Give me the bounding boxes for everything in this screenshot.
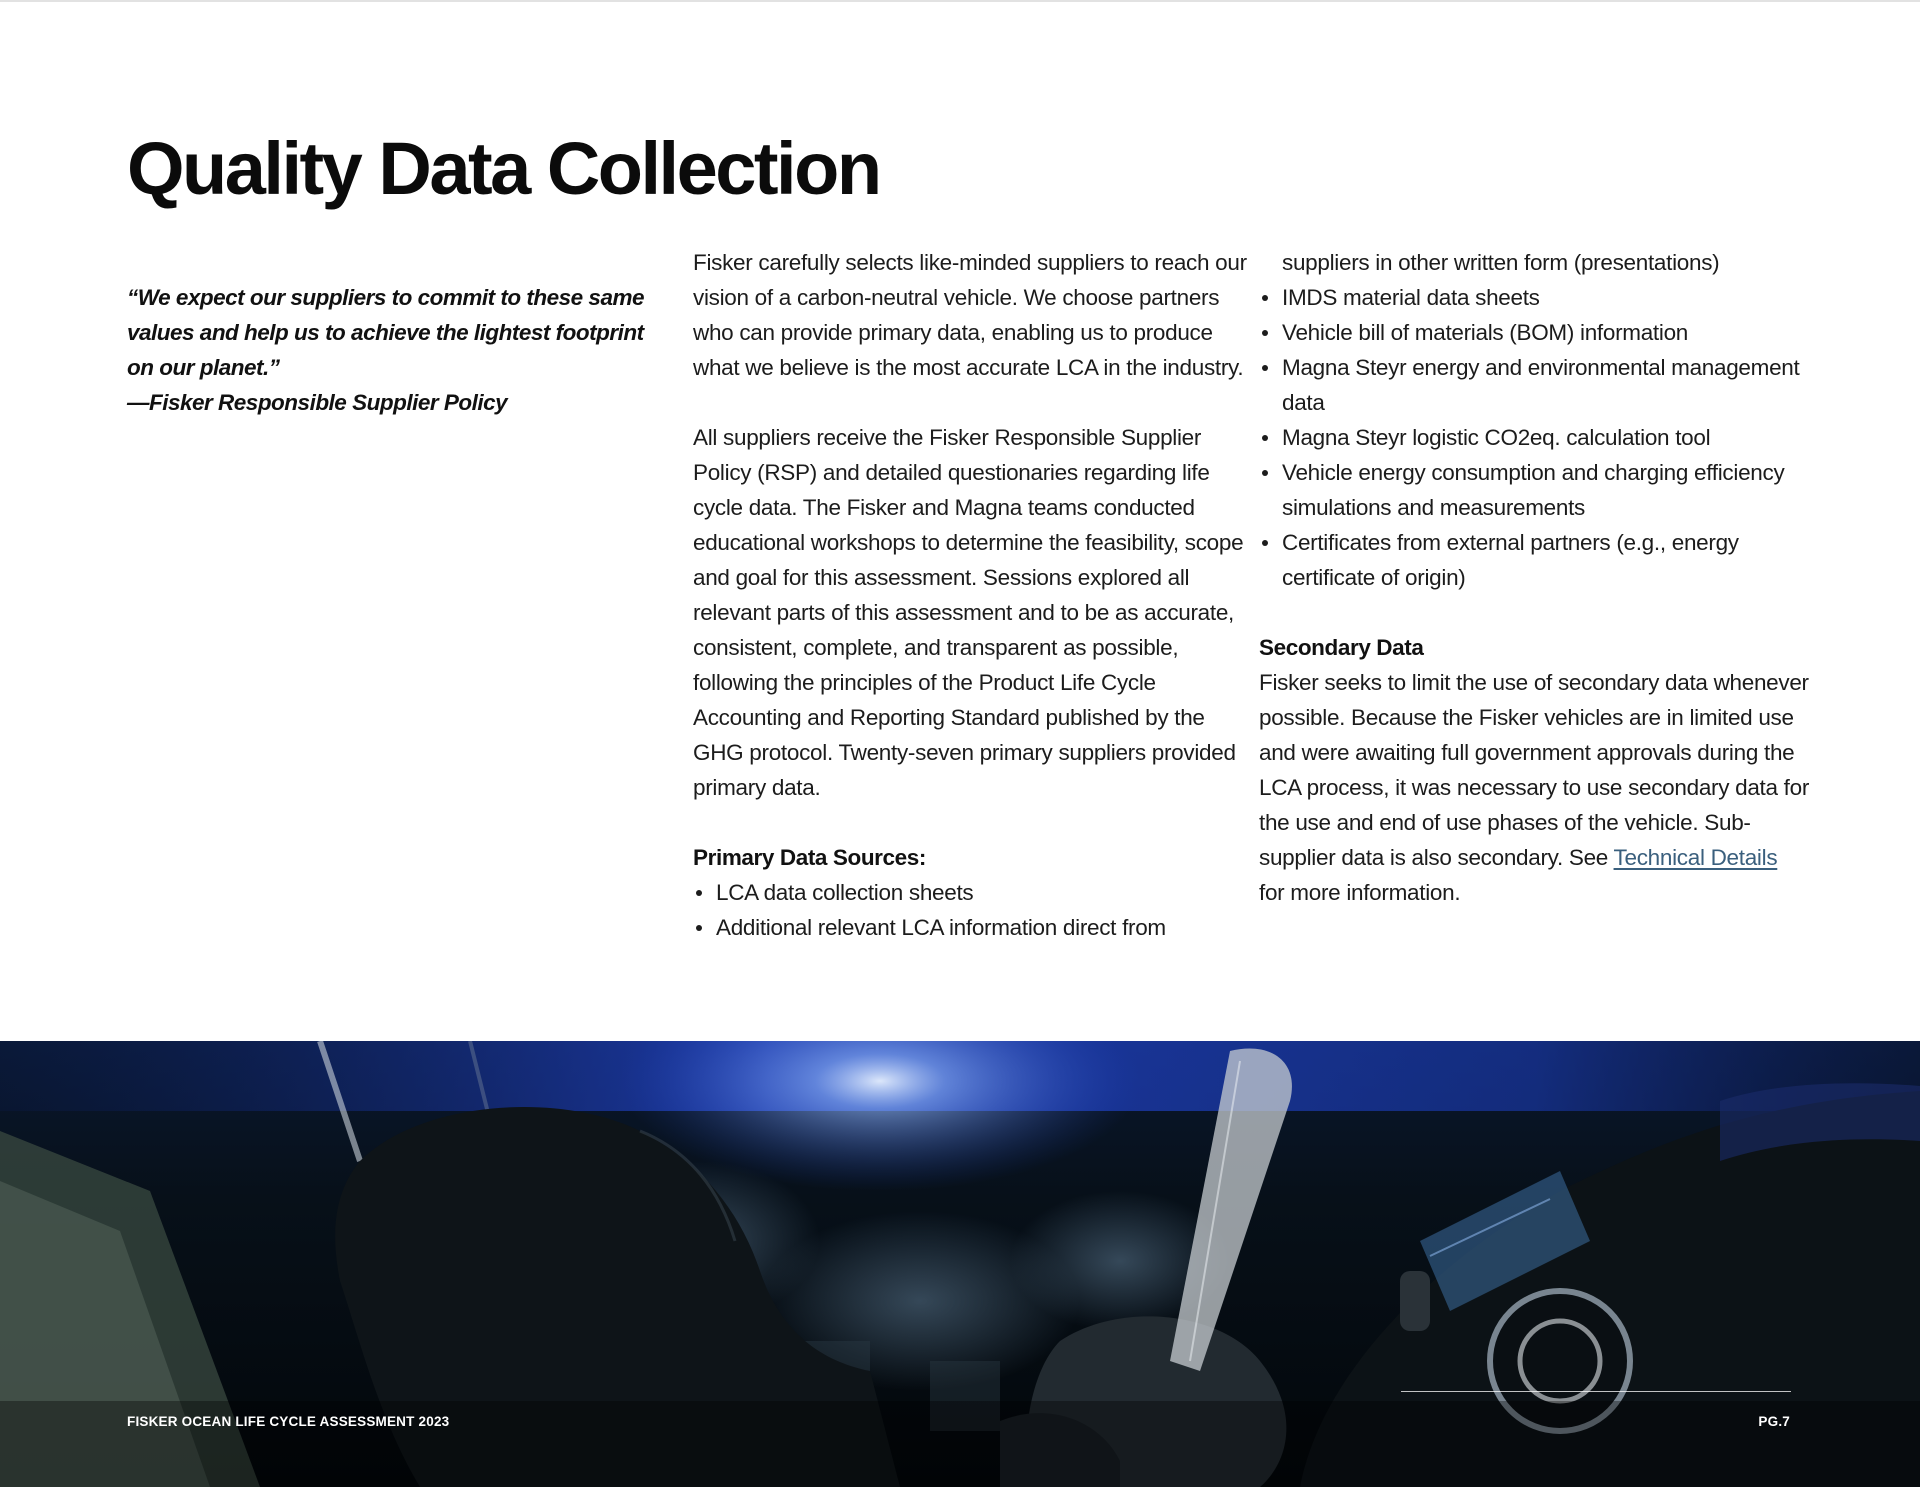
list-item: Magna Steyr logistic CO2eq. calculation tool [1259,420,1819,455]
list-item: IMDS material data sheets [1259,280,1819,315]
top-rule [0,0,1920,2]
middle-column [693,245,1253,945]
primary-data-list-continued [1259,280,1819,595]
footer-publication-title: FISKER OCEAN LIFE CYCLE ASSESSMENT 2023 [127,1414,450,1429]
technical-details-link[interactable]: Technical Details [1613,845,1778,870]
secondary-data-tail: for more information. [1259,880,1461,905]
list-item: Magna Steyr energy and environmental management data [1259,350,1819,420]
quote-text: “We expect our suppliers to commit to these same values and help us to achieve the lightest footprint on our planet.” [127,285,644,380]
list-item: Vehicle energy consumption and charging efficiency simulations and measurements [1259,455,1819,525]
list-item: Additional relevant LCA information direct from [693,910,1253,945]
page-number: PG.7 [1758,1414,1790,1429]
secondary-data-paragraph [1259,665,1819,910]
primary-data-list [693,875,1253,945]
pull-quote [127,280,667,420]
page-title: Quality Data Collection [127,127,880,210]
secondary-data-heading: Secondary Data [1259,635,1424,660]
suppliers-paragraph: All suppliers receive the Fisker Responsible Supplier Policy (RSP) and detailed questionaries regarding life cycle data. The Fisker and Magna teams conducted educational workshops to determine the feasibility, scope and goal for this assessment. Sessions explored all relevant parts of this assessment and to be as accurate, consistent, complete, and transparent as possible, following the principles of the Product Life Cycle Accounting and Reporting Standard published by the GHG protocol. Twenty-seven primary suppliers provided primary data. [693,425,1244,800]
secondary-data-text: Fisker seeks to limit the use of secondary data whenever possible. Because the Fisker vehicles are in limited use and were awaiting full government approvals during the LCA process, it was necessary to use secondary data for the use and end of use phases of the vehicle. Sub-supplier data is also secondary. See [1259,670,1810,870]
primary-data-heading: Primary Data Sources: [693,845,926,870]
quote-attribution: —Fisker Responsible Supplier Policy [127,390,508,415]
intro-paragraph: Fisker carefully selects like-minded suppliers to reach our vision of a carbon-neutral vehicle. We choose partners who can provide primary data, enabling us to produce what we believe is the most accurate LCA in the industry. [693,250,1247,380]
list-item: Vehicle bill of materials (BOM) information [1259,315,1819,350]
list-item: Certificates from external partners (e.g., energy certificate of origin) [1259,525,1819,595]
right-column [1259,245,1819,910]
list-item-continued: suppliers in other written form (presentations) [1282,250,1720,275]
footer-rule [1401,1391,1791,1392]
list-item: LCA data collection sheets [693,875,1253,910]
